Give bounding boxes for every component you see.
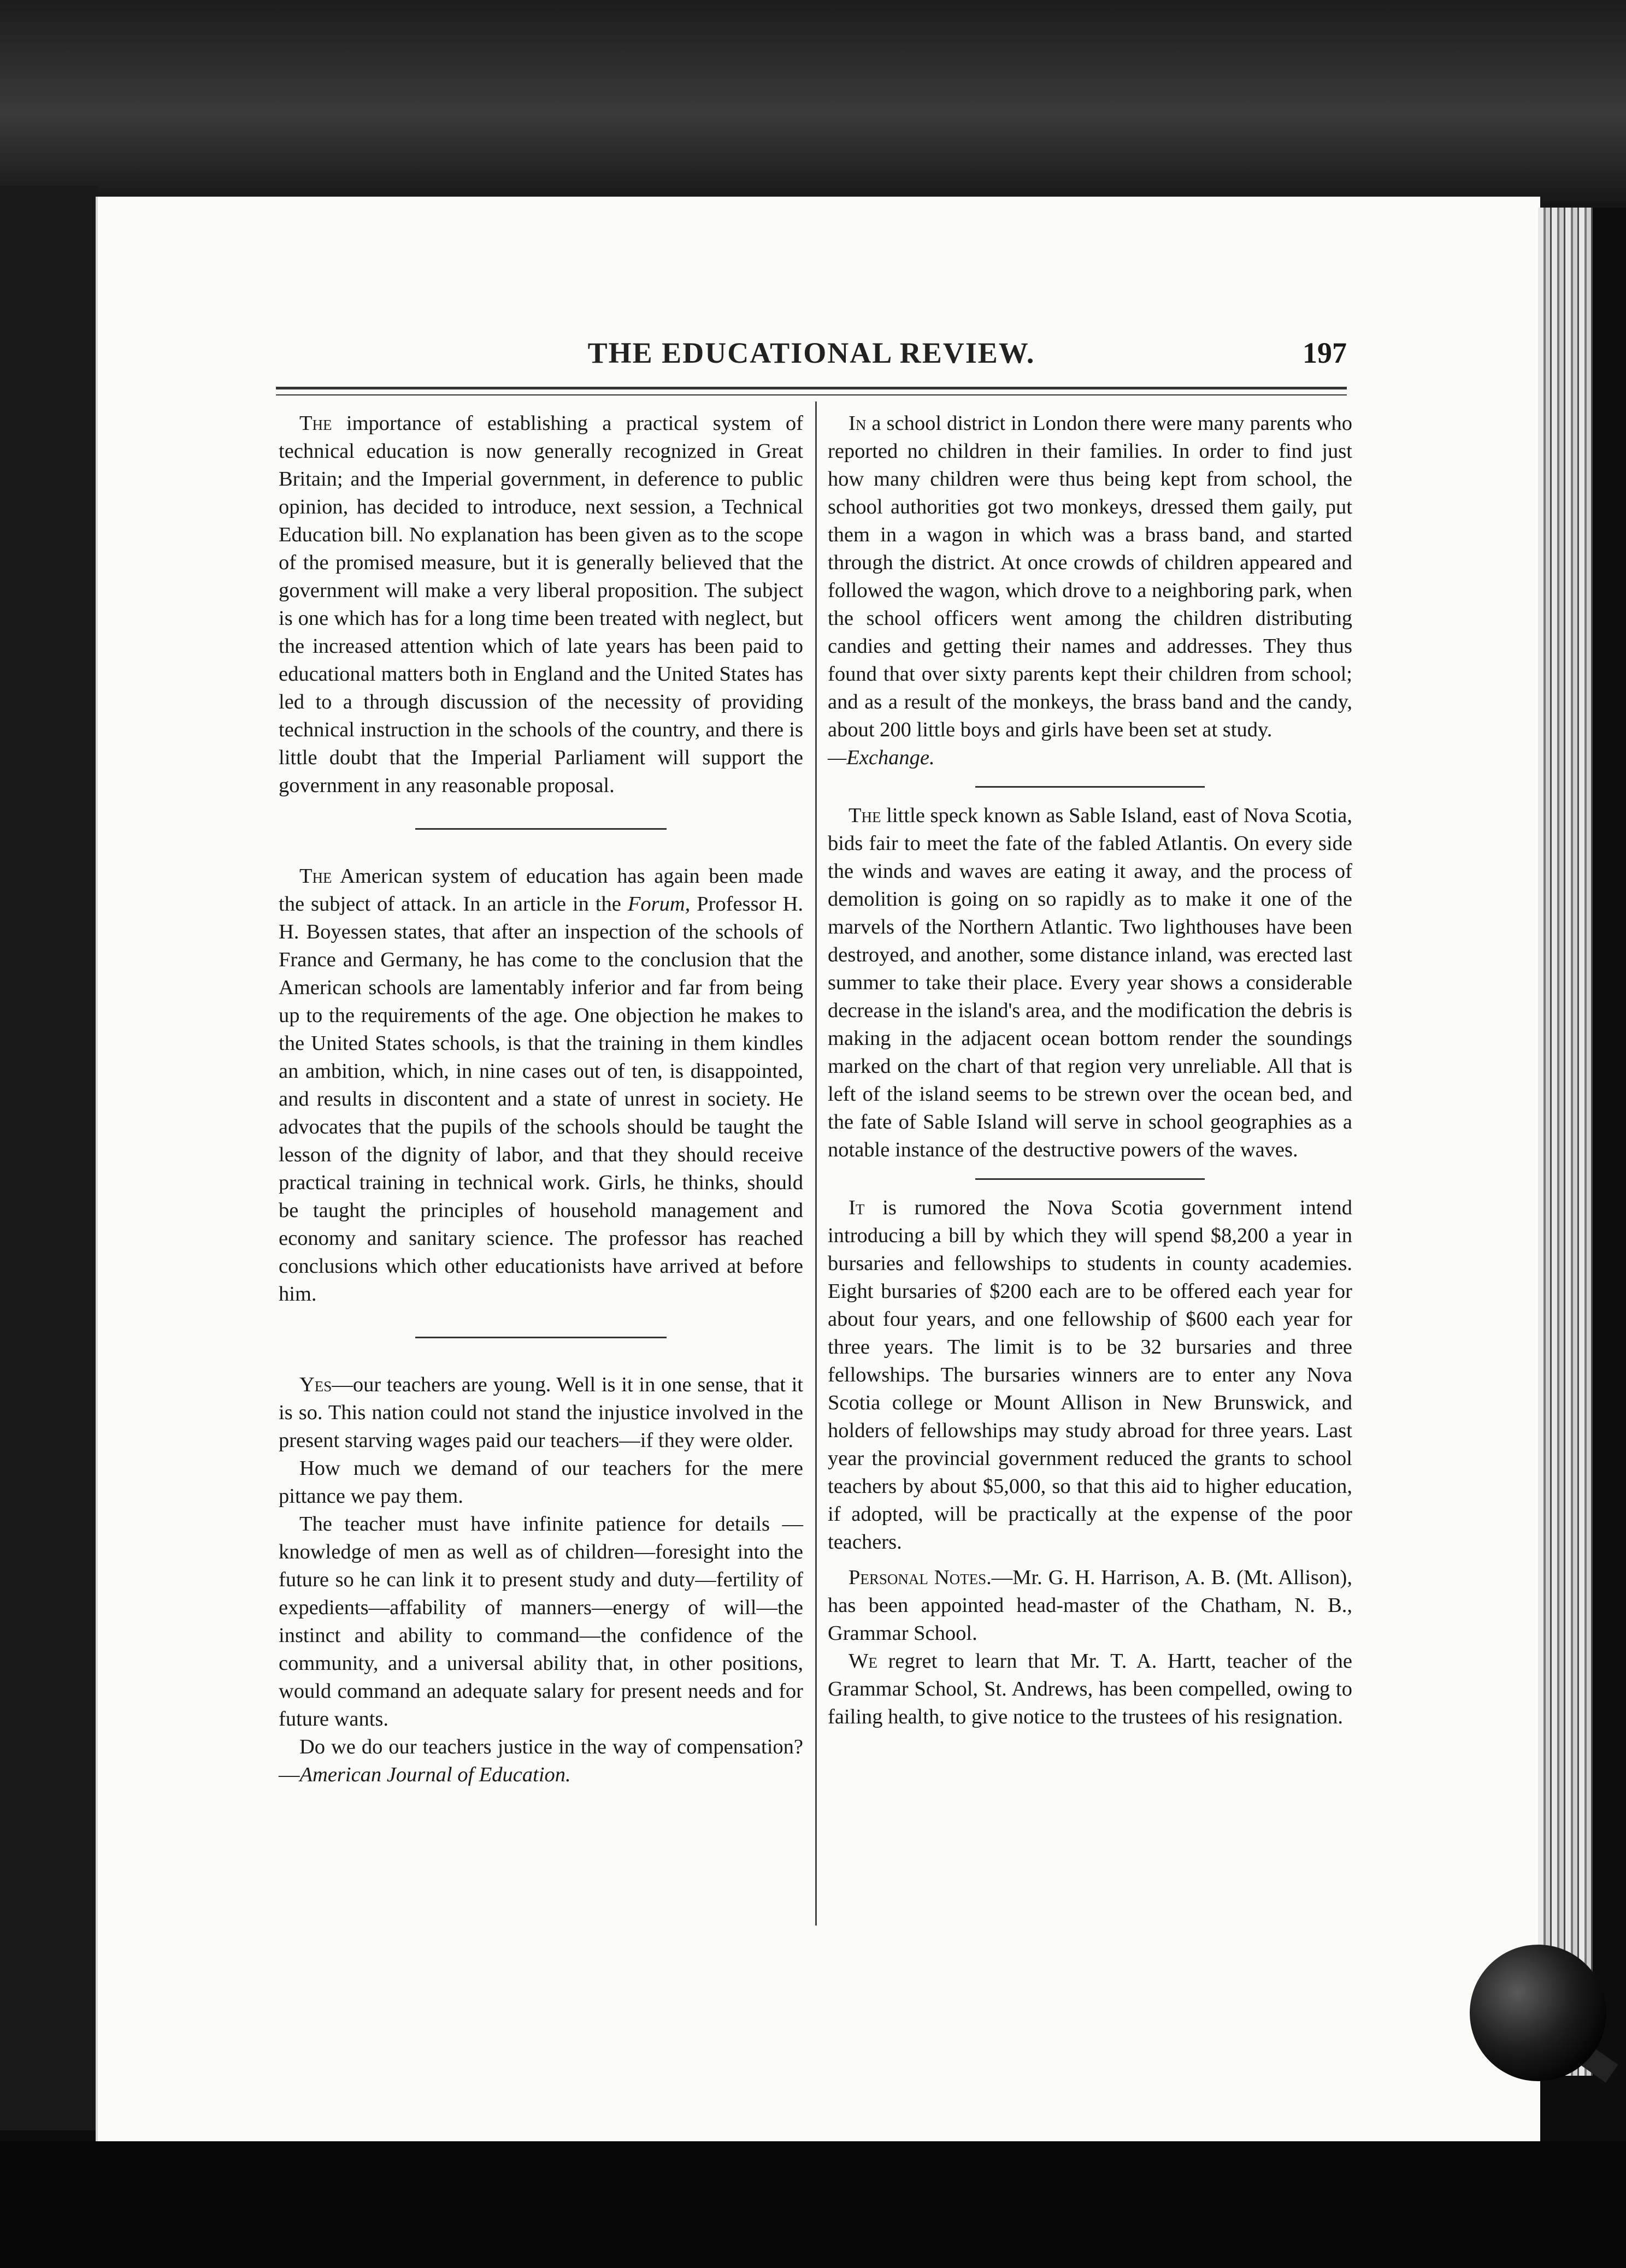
- article-lead: Yes: [299, 1373, 332, 1396]
- article-text: Professor H. H. Boyessen states, that after an inspection of the schools of France and Germany, he has come to the conclusion that the American schools are lamentably inferior and far from being up to the requirements of the age. One objection he makes to the United States schools, is that the training in them kindles an ambition, which, in nine cases out of ten, is disappointed, and results in discontent and a state of unrest in society. He advocates that the pupils of the schools should be taught the lesson of the dignity of labor, and that they should receive practical training in technical work. Girls, he thinks, should be taught the principles of household management and economy and sanitary science. The professor has reached conclusions which other educationists have arrived at before him.: [279, 893, 804, 1306]
- article-paragraph: [279, 1733, 803, 1789]
- page-number: 197: [1303, 336, 1347, 369]
- section-separator: [975, 1178, 1205, 1180]
- article-lead: We: [849, 1650, 877, 1673]
- article-text: regret to learn that Mr. T. A. Hartt, teacher of the Grammar School, St. Andrews, has been compelled, owing to failing health, to give notice to the trustees of his resignation.: [828, 1650, 1352, 1728]
- article-text: is rumored the Nova Scotia government intend introducing a bill by which they will spend $8,200 a year in bursaries and fellowships to students in county academies. Eight bursaries of $200 each are to be offered each year for about four years, and one fellowship of $600 each year for three years. The limit is to be 32 bursaries and three fellowships. The bursaries winners are to enter any Nova Scotia college or Mount Allison in New Brunswick, and holders of fellowships may study abroad for three years. Last year the provincial government reduced the grants to school teachers by about $5,000, so that this aid to higher education, if adopted, will be practically at the expense of the poor teachers.: [828, 1196, 1352, 1554]
- right-column: [828, 410, 1352, 1731]
- article-lead: The: [299, 412, 332, 435]
- article-paragraph: How much we demand of our teachers for the mere pittance we pay them.: [279, 1457, 803, 1508]
- section-separator: [415, 1337, 667, 1338]
- article-text: —our teachers are young. Well is it in one sense, that it is so. This nation could not stand the injustice involved in the present starving wages paid our teachers—if they were older.: [279, 1373, 803, 1452]
- header-rule-thick: [276, 387, 1347, 389]
- left-column: [279, 410, 803, 1789]
- article-source: American Journal of Education.: [299, 1763, 571, 1786]
- article-personal-notes: [828, 1564, 1352, 1647]
- article-nova-scotia-bursaries: [828, 1194, 1352, 1556]
- scan-border-bottom: [0, 2141, 1626, 2268]
- section-separator: [415, 828, 667, 830]
- article-lead: In: [849, 412, 867, 435]
- scan-border-top: [0, 0, 1626, 208]
- article-text: —Mr. G. H. Harrison, A. B. (Mt. Allison), has been appointed head-master of the Chatham, N. B., Grammar School.: [828, 1566, 1352, 1645]
- section-separator: [975, 786, 1205, 788]
- article-technical-education: [279, 410, 803, 800]
- article-text: little speck known as Sable Island, east of Nova Scotia, bids fair to meet the fate of the fabled Atlantis. On every side the winds and waves are eating it away, and the process of demolition is going on so rapidly as to make it one of the marvels of the Northern Atlantic. Two lighthouses have been destroyed, and another, some distance inland, was erected last summer to take their place. Every year shows a considerable decrease in the island's area, and the modification the debris is making in the adjacent ocean bottom render the soundings marked on the chart of that region very unreliable. All that is left of the island seems to be strewn over the ocean bed, and the fate of Sable Island will serve in school geographies as a notable instance of the destructive powers of the waves.: [828, 804, 1353, 1161]
- article-lead: Personal Notes.: [849, 1566, 992, 1589]
- article-london-monkeys: [828, 410, 1352, 744]
- column-divider: [815, 401, 817, 1926]
- article-lead: It: [849, 1196, 865, 1219]
- book-page-edges: [1538, 208, 1593, 2076]
- article-lead: The: [299, 865, 332, 888]
- journal-title: THE EDUCATIONAL REVIEW.: [587, 336, 1035, 369]
- article-text: Do we do our teachers justice in the way of compensation?—: [279, 1735, 803, 1786]
- article-sable-island: [828, 802, 1352, 1164]
- article-teachers-young: [279, 1371, 803, 1455]
- article-hartt-resignation: [828, 1647, 1352, 1731]
- article-american-system: [279, 863, 803, 1308]
- article-text: American system of education has again been made the subject of attack. In an article in the: [279, 865, 803, 916]
- scan-border-left: [0, 186, 98, 2130]
- article-lead: The: [849, 804, 881, 827]
- article-text: a school district in London there were many parents who reported no children in their families. In order to find just how many children were thus being kept from school, the school authorities got two monkeys, dressed them gaily, put them in a wagon in which was a brass band, and started through the district. At once crowds of children appeared and followed the wagon, which drove to a neighboring park, when the school officers went among the children distributing candies and getting their names and addresses. They thus found that over sixty parents kept their children from school; and as a result of the monkeys, the brass band and the candy, about 200 little boys and girls have been set at study.: [828, 412, 1353, 741]
- article-text: importance of establishing a practical system of technical education is now generally recognized in Great Britain; and the Imperial government, in deference to public opinion, has decided to introduce, next session, a Technical Education bill. No explanation has been given as to the scope of the promised measure, but it is generally believed that the government will make a very liberal proposition. The subject is one which has for a long time been treated with neglect, but the increased attention which of late years has been paid to educational matters both in England and the United States has led to a through discussion of the necessity of providing technical instruction in the schools of the country, and there is little doubt that the Imperial Parliament will support the government in any reasonable proposal.: [279, 412, 804, 797]
- running-header: [276, 336, 1347, 380]
- publication-name: Forum,: [627, 893, 691, 916]
- article-paragraph: The teacher must have infinite patience for details —knowledge of men as well as of children—foresight into the future so he can link it to present study and duty—fertility of expedients—affability of manners—energy of will—the instinct and ability to command—the confidence of the community, and a universal ability that, in other positions, would command an adequate salary for present needs and for future wants.: [279, 1513, 803, 1730]
- book-clip: [1470, 1945, 1606, 2081]
- article-source: —Exchange.: [828, 746, 935, 769]
- header-rule-thin: [276, 394, 1347, 395]
